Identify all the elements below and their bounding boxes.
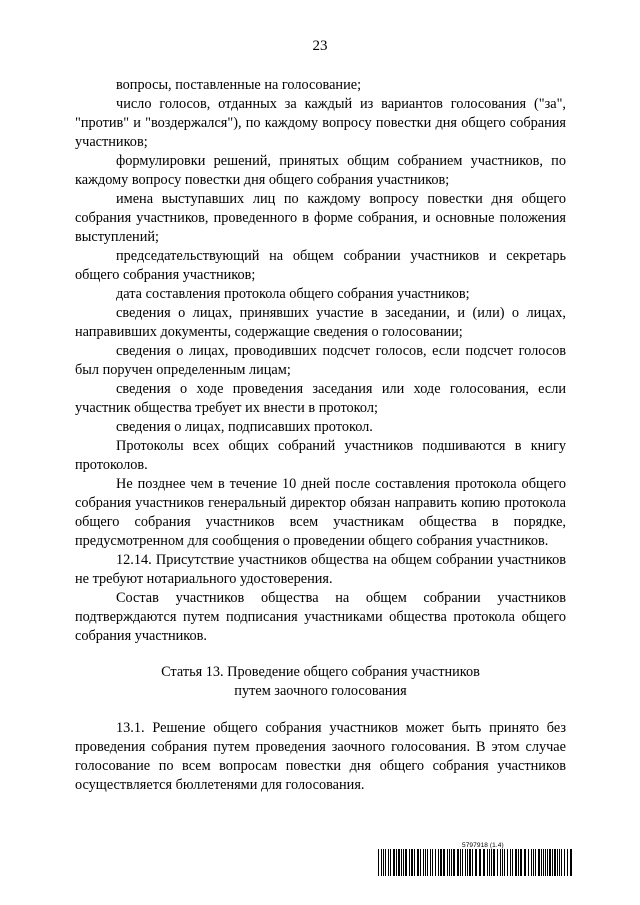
document-body: [75, 76, 566, 795]
paragraph: сведения о ходе проведения заседания или ходе голосования, если участник общества требует их внести в протокол;: [75, 381, 566, 416]
page-number: 23: [312, 38, 328, 54]
paragraph: сведения о лицах, подписавших протокол.: [116, 419, 373, 435]
paragraph: председательствующий на общем собрании участников и секретарь общего собрания участников;: [75, 248, 566, 283]
paragraph: 12.14. Присутствие участников общества на общем собрании участников не требуют нотариального удостоверения.: [75, 552, 566, 587]
document-code: 5797918 (1.4): [462, 842, 504, 849]
paragraph: дата составления протокола общего собрания участников;: [116, 286, 470, 302]
article-heading-line-1: Статья 13. Проведение общего собрания участников: [161, 664, 480, 680]
paragraph: 13.1. Решение общего собрания участников может быть принято без проведения собрания путем проведения заочного голосования. В этом случае голосование по всем вопросам повестки дня общего собрания участников осуществляется бюллетенями для голосования.: [75, 720, 566, 793]
paragraph: Состав участников общества на общем собрании участников подтверждаются путем подписания участниками общества протокола общего собрания участников.: [75, 590, 566, 644]
paragraph: Протоколы всех общих собраний участников подшиваются в книгу протоколов.: [75, 438, 566, 473]
paragraph: имена выступавших лиц по каждому вопросу повестки дня общего собрания участников, проведенного в форме собрания, и основные положения выступлений;: [75, 191, 566, 245]
barcode: [378, 849, 574, 876]
article-heading: [75, 663, 566, 701]
paragraph: сведения о лицах, проводивших подсчет голосов, если подсчет голосов был поручен определенным лицам;: [75, 343, 566, 378]
paragraph: формулировки решений, принятых общим собранием участников, по каждому вопросу повестки дня общего собрания участников;: [75, 153, 566, 188]
article-heading-line-2: путем заочного голосования: [234, 683, 407, 699]
paragraph: Не позднее чем в течение 10 дней после составления протокола общего собрания участников генеральный директор обязан направить копию протокола общего собрания участников всем участникам общества в порядке, предусмотренном для сообщения о проведении общего собрания участников.: [75, 476, 566, 549]
paragraph: число голосов, отданных за каждый из вариантов голосования ("за", "против" и "воздержался"), по каждому вопросу повестки дня общего собрания участников;: [75, 96, 566, 150]
paragraph: сведения о лицах, принявших участие в заседании, и (или) о лицах, направивших документы, содержащие сведения о голосовании;: [75, 305, 566, 340]
paragraph: вопросы, поставленные на голосование;: [116, 77, 362, 93]
